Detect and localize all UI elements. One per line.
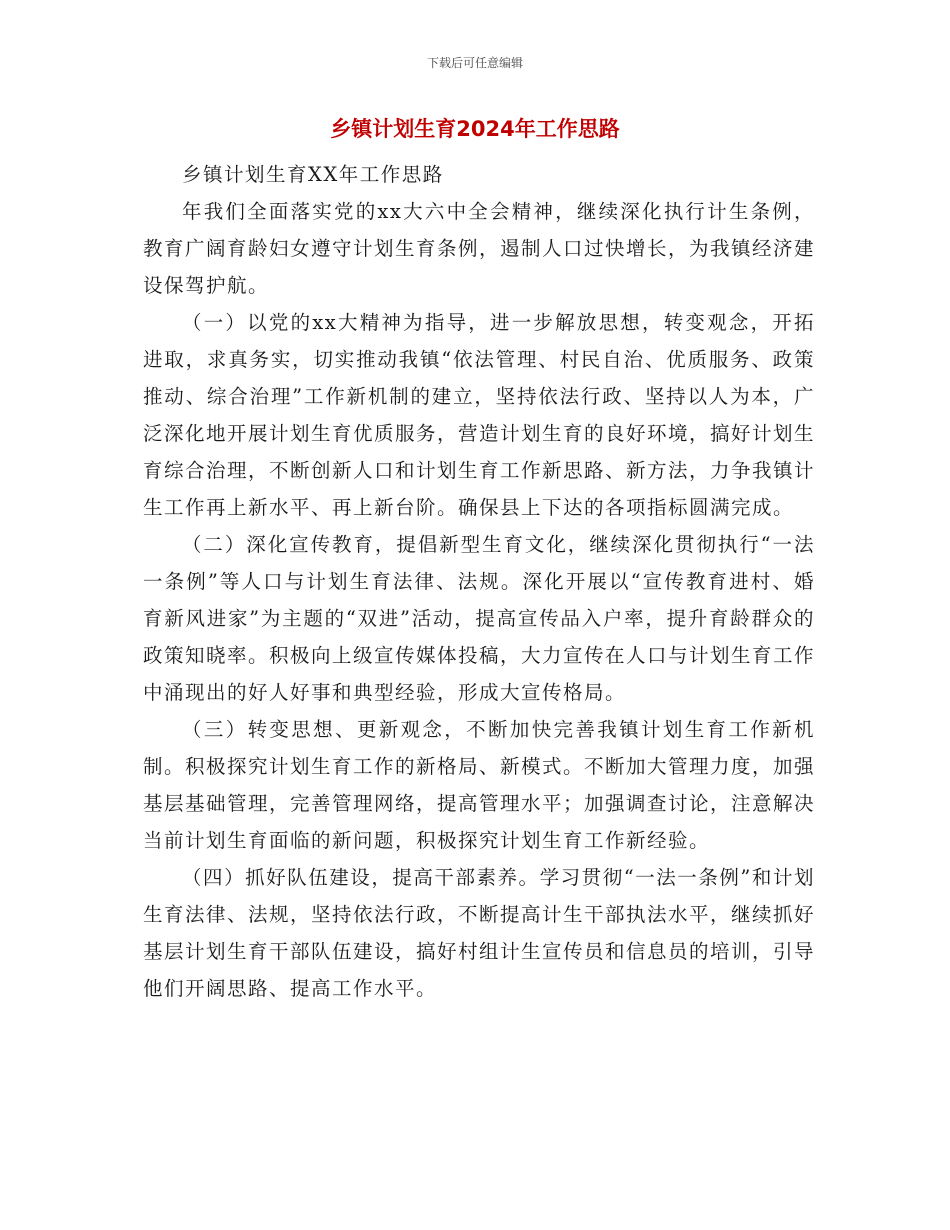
intro-paragraph: 年我们全面落实党的xx大六中全会精神，继续深化执行计生条例，教育广阔育龄妇女遵守计划生育条例，遏制人口过快增长，为我镇经济建设保驾护航。 xyxy=(143,200,816,297)
header-note: 下载后可任意编辑 xyxy=(426,56,523,70)
document-body xyxy=(143,156,815,1007)
section-2-paragraph: （二）深化宣传教育，提倡新型生育文化，继续深化贯彻执行“一法一条例”等人口与计划生育法律、法规。深化开展以“宣传教育进村、婚育新风进家”为主题的“双进”活动，提高宣传品入户率，提升育龄群众的政策知晓率。积极向上级宣传媒体投稿，大力宣传在人口与计划生育工作中涌现出的好人好事和典型经验，形成大宣传格局。 xyxy=(143,533,816,704)
section-1-paragraph: （一）以党的xx大精神为指导，进一步解放思想，转变观念，开拓进取，求真务实，切实推动我镇“依法管理、村民自治、优质服务、政策推动、综合治理”工作新机制的建立，坚持依法行政、坚持以人为本，广泛深化地开展计划生育优质服务，营造计划生育的良好环境，搞好计划生育综合治理，不断创新人口和计划生育工作新思路、新方法，力争我镇计生工作再上新水平、再上新台阶。确保县上下达的各项指标圆满完成。 xyxy=(143,311,816,519)
section-3-paragraph: （三）转变思想、更新观念，不断加快完善我镇计划生育工作新机制。积极探究计划生育工作的新格局、新模式。不断加大管理力度，加强基层基础管理，完善管理网络，提高管理水平；加强调查讨论，注意解决当前计划生育面临的新问题，积极探究计划生育工作新经验。 xyxy=(143,718,816,852)
document-title: 乡镇计划生育2024年工作思路 xyxy=(330,117,620,141)
section-4-paragraph: （四）抓好队伍建设，提高干部素养。学习贯彻“一法一条例”和计划生育法律、法规，坚持依法行政，不断提高计生干部执法水平，继续抓好基层计划生育干部队伍建设，搞好村组计生宣传员和信息员的培训，引导他们开阔思路、提高工作水平。 xyxy=(143,866,816,1000)
subtitle-paragraph: 乡镇计划生育XX年工作思路 xyxy=(182,163,444,186)
